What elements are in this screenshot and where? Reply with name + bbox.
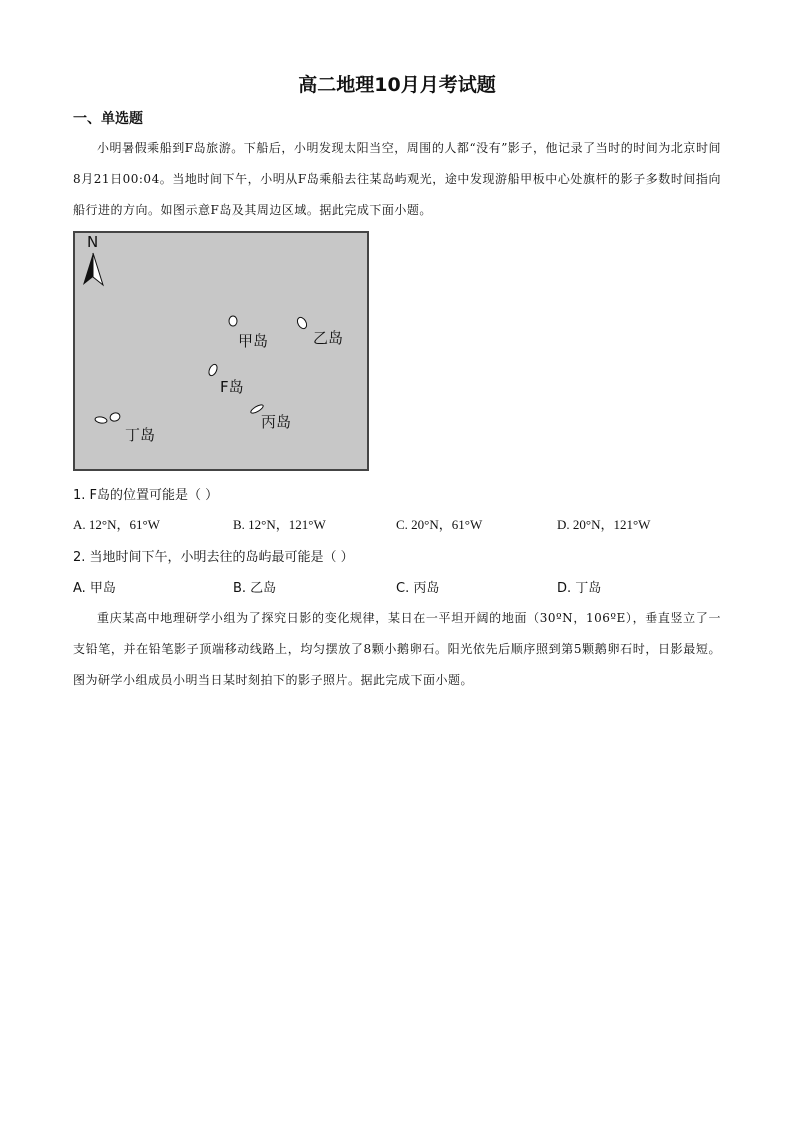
north-arrow-icon xyxy=(83,253,103,285)
map-graphics xyxy=(75,233,367,469)
q2-option-a[interactable]: A. 甲岛 xyxy=(73,581,116,596)
island-map xyxy=(73,231,369,471)
island-ding-shape xyxy=(95,412,121,424)
q1-option-c[interactable]: C. 20°N，61°W xyxy=(396,517,483,532)
section-heading: 一、单选题 xyxy=(73,111,143,127)
q2-option-d[interactable]: D. 丁岛 xyxy=(557,581,602,596)
island-jia-shape xyxy=(229,316,237,326)
question-2-stem: 2. 当地时间下午，小明去往的岛屿最可能是（ ） xyxy=(73,550,354,565)
q1-option-b[interactable]: B. 12°N，121°W xyxy=(233,517,326,532)
label-yi: 乙岛 xyxy=(313,329,344,347)
island-yi-shape xyxy=(296,316,309,330)
q2-option-c[interactable]: C. 丙岛 xyxy=(396,581,440,596)
page-title: 高二地理10月月考试题 xyxy=(298,74,496,96)
passage-1: 小明暑假乘船到F岛旅游。下船后，小明发现太阳当空，周围的人都“没有”影子，他记录了当时的时间为北京时间8月21日00:04。当地时间下午，小明从F岛乘船去往某岛屿观光，途中发现游船甲板中心处旗杆的影子多数时间指向船行进的方向。如图示意F岛及其周边区域。据此完成下面小题。 xyxy=(73,141,721,217)
north-label: N xyxy=(87,233,99,251)
q2-option-b[interactable]: B. 乙岛 xyxy=(233,581,277,596)
q1-option-d[interactable]: D. 20°N，121°W xyxy=(557,517,651,532)
label-f: F岛 xyxy=(220,378,244,396)
passage-2: 重庆某高中地理研学小组为了探究日影的变化规律，某日在一平坦开阔的地面（30ºN，106ºE），垂直竖立了一支铅笔，并在铅笔影子顶端移动线路上，均匀摆放了8颗小鹅卵石。阳光依先后顺序照到第5颗鹅卵石时，日影最短。图为研学小组成员小明当日某时刻拍下的影子照片。据此完成下面小题。 xyxy=(73,611,721,687)
question-1-stem: 1. F岛的位置可能是（ ） xyxy=(73,488,219,503)
island-f-shape xyxy=(207,363,218,377)
q1-option-a[interactable]: A. 12°N，61°W xyxy=(73,517,160,532)
label-jia: 甲岛 xyxy=(238,332,269,350)
label-bing: 丙岛 xyxy=(261,413,292,431)
label-ding: 丁岛 xyxy=(125,426,156,444)
